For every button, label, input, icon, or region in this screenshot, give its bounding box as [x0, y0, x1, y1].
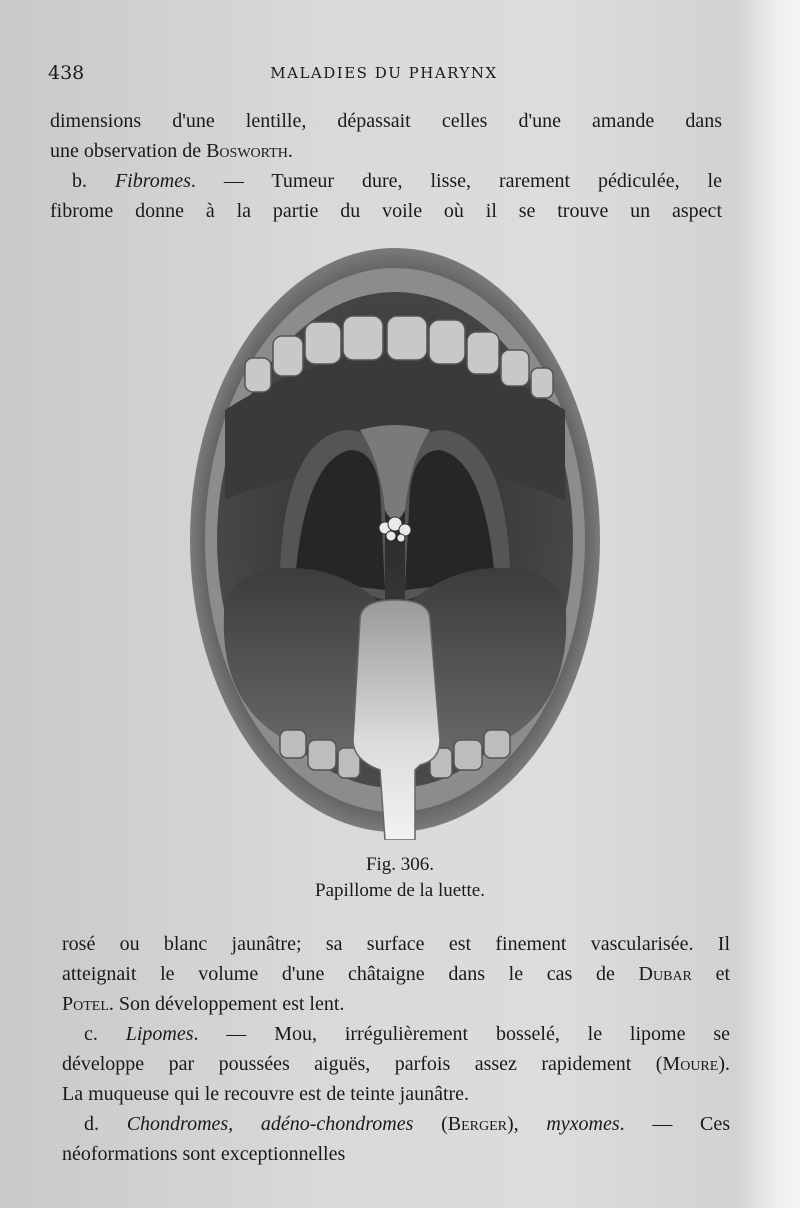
bottom-paragraphs	[62, 929, 730, 1169]
running-header	[48, 62, 720, 86]
section-title: myxomes	[546, 1113, 620, 1135]
author-name: Potel	[62, 993, 109, 1015]
text-line: néoformations sont exceptionnelles	[62, 1143, 346, 1165]
text-line: atteignait le volume d'une châtaigne dans le cas de Dubar et	[62, 963, 730, 985]
text-line: rosé ou blanc jaunâtre; sa surface est finement vascularisée. Il	[62, 933, 730, 955]
section-title: Chondromes, adéno-chondromes	[126, 1113, 414, 1135]
author-name: Bosworth	[206, 140, 288, 162]
running-title: MALADIES DU PHARYNX	[270, 64, 498, 82]
author-name: Dubar	[638, 963, 692, 985]
figure-caption: Papillome de la luette.	[315, 880, 485, 901]
text-line: d. Chondromes, adéno-chondromes (Berger), myxomes. — Ces	[84, 1113, 730, 1135]
author-name: Berger	[447, 1113, 507, 1135]
text-line: développe par poussées aiguës, parfois assez rapidement (Moure).	[62, 1053, 730, 1075]
text-line: une observation de Bosworth.	[50, 140, 293, 162]
text-line: Potel. Son développement est lent.	[62, 993, 345, 1015]
text-line: La muqueuse qui le recouvre est de teinte jaunâtre.	[62, 1083, 470, 1105]
page-number: 438	[48, 62, 85, 84]
top-paragraph	[50, 106, 722, 226]
text-line: b. Fibromes. — Tumeur dure, lisse, rarement pédiculée, le	[72, 170, 722, 192]
text-line: c. Lipomes. — Mou, irrégulièrement bosselé, le lipome se	[84, 1023, 730, 1045]
figure-label: Fig. 306.	[365, 854, 435, 875]
illustration-open-mouth	[185, 240, 605, 840]
section-title: Lipomes	[125, 1023, 194, 1045]
section-title: Fibromes	[114, 170, 191, 192]
text-line: dimensions d'une lentille, dépassait celles d'une amande dans	[50, 110, 722, 132]
author-name: Moure	[662, 1053, 719, 1075]
text-line: fibrome donne à la partie du voile où il se trouve un aspect	[50, 200, 722, 222]
